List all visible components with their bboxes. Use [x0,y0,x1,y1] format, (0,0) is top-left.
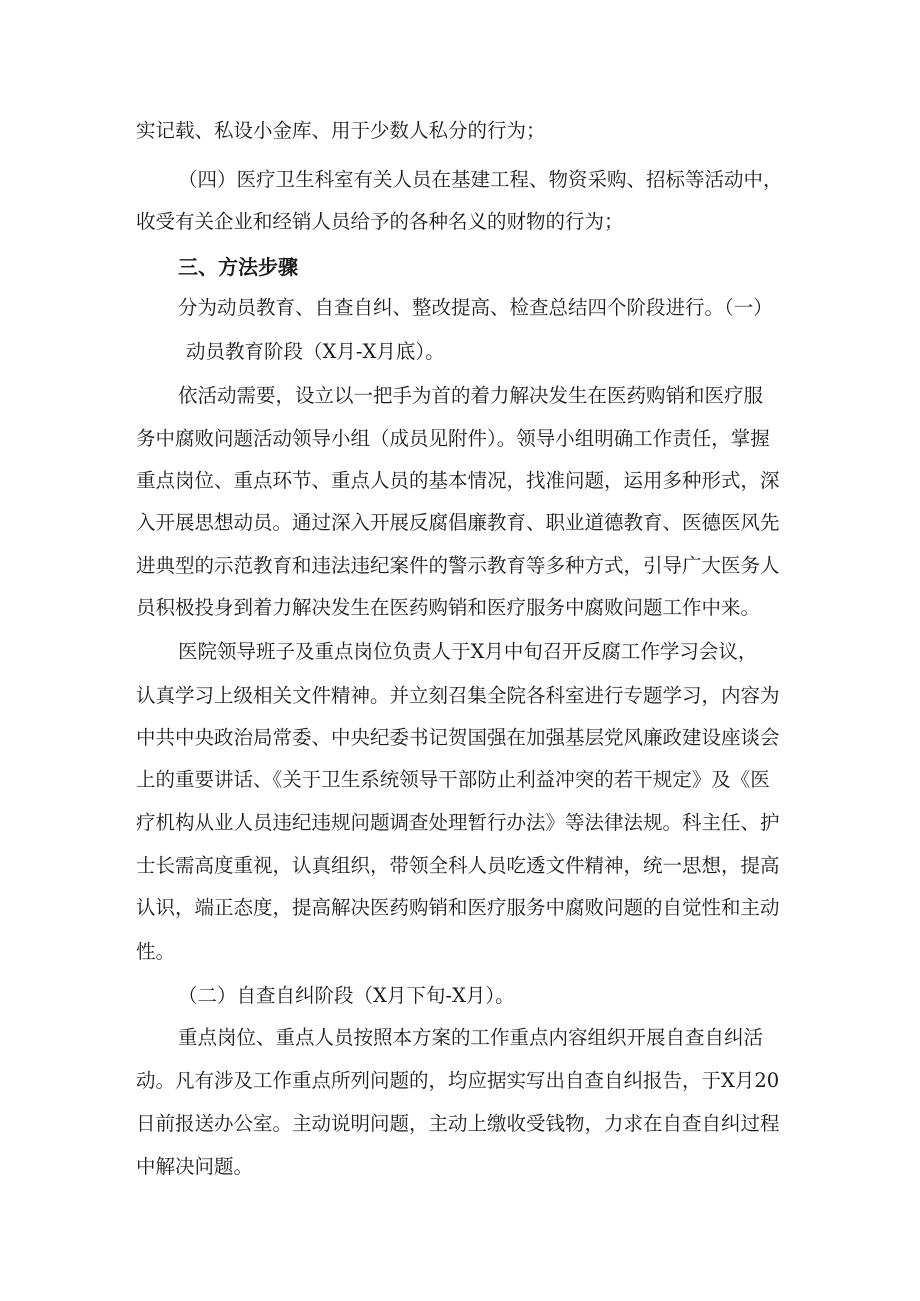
text-line: 入开展思想动员。通过深入开展反腐倡廉教育、职业道德教育、医德医风先 [136,511,780,534]
text-line: 认真学习上级相关文件精神。并立刻召集全院各科室进行专题学习，内容为 [136,684,780,707]
text-line: 日前报送办公室。主动说明问题，主动上缴收受钱物，力求在自查自纠过程 [136,1112,780,1135]
text-line: 分为动员教育、自查自纠、整改提高、检查总结四个阶段进行。（一） [178,296,773,319]
text-line: 动。凡有涉及工作重点所列问题的，均应据实写出自查自纠报告，于X月20 [136,1069,780,1092]
text-line: 疗机构从业人员违纪违规问题调查处理暂行办法》等法律法规。科主任、护 [136,811,780,834]
text-line: 实记载、私设小金库、用于少数人私分的行为； [136,119,546,142]
text-line: 重点岗位、重点人员按照本方案的工作重点内容组织开展自查自纠活 [178,1026,764,1049]
text-line: 中解决问题。 [136,1155,254,1178]
text-line: 依活动需要，设立以一把手为首的着力解决发生在医药购销和医疗服 [178,384,764,407]
text-line: 医院领导班子及重点岗位负责人于X月中旬召开反腐工作学习会议， [178,640,758,663]
text-line: 动员教育阶段（X月-X月底）。 [186,340,445,363]
text-line: 务中腐败问题活动领导小组（成员见附件）。领导小组明确工作责任，掌握 [136,427,770,450]
text-line: 士长需高度重视，认真组织，带领全科人员吃透文件精神，统一思想，提高 [136,854,780,877]
text-line: 员积极投身到着力解决发生在医药购销和医疗服务中腐败问题工作中来。 [136,596,761,619]
text-line: 进典型的示范教育和违法违纪案件的警示教育等多种方式，引导广大医务人 [136,554,780,577]
section-heading: 三、方法步骤 [178,255,298,279]
text-line: （二）自查自纠阶段（X月下旬-X月）。 [178,984,515,1007]
text-line: 性。 [136,940,176,963]
text-line: 重点岗位、重点环节、重点人员的基本情况，找准问题，运用多种形式，深 [136,469,780,492]
text-line: 中共中央政治局常委、中央纪委书记贺国强在加强基层党风廉政建设座谈会 [136,726,780,749]
text-line: 收受有关企业和经销人员给予的各种名义的财物的行为； [136,210,624,233]
text-line: 上的重要讲话、《关于卫生系统领导干部防止利益冲突的若干规定》及《医 [136,768,770,791]
text-line: 认识，端正态度，提高解决医药购销和医疗服务中腐败问题的自觉性和主动 [136,896,780,919]
text-line: （四）医疗卫生科室有关人员在基建工程、物资采购、招标等活动中， [178,168,783,191]
